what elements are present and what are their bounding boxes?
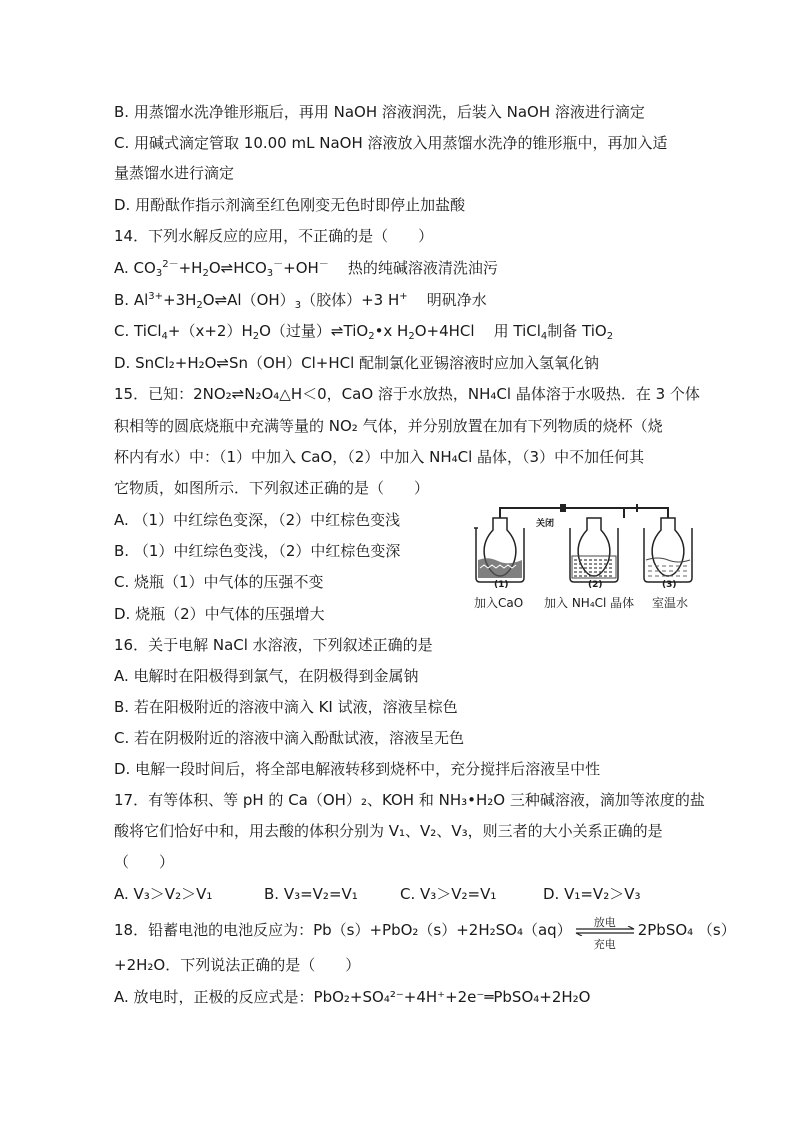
q14-option-b: B. $Al^{3+}+3H_2O\rightleftharpoons Al(OH)_3$（胶体）+3 H+ 明矾净水	[114, 291, 487, 311]
q17-stem-line3: （ ）	[114, 853, 175, 871]
beaker-3-label: 室温水	[652, 596, 689, 610]
q14-option-a-desc: 热的纯碱溶液清洗油污	[347, 259, 498, 277]
q15-stem-line3: 杯内有水）中：（1）中加入 CaO，（2）中加入 NH₄Cl 晶体，（3）中不加任何其	[114, 448, 645, 466]
q16-option-b: B. 若在阳极附近的溶液中滴入 KI 试液，溶液呈棕色	[114, 698, 458, 716]
q13-option-c-line2: 量蒸馏水进行滴定	[114, 164, 235, 182]
q15-stem-line2: 积相等的圆底烧瓶中充满等量的 NO₂ 气体，并分别放置在加有下列物质的烧杯（烧	[114, 417, 663, 435]
q17-stem-line1: 17．有等体积、等 pH 的 Ca（OH）₂、KOH 和 NH₃•H₂O 三种碱溶液，滴加等浓度的盐	[114, 791, 705, 809]
q14-option-b-desc: 明矾净水	[426, 291, 487, 309]
q14-option-c-desc: 用 TiCl	[493, 322, 541, 340]
q15-option-a: A. （1）中红综色变深，（2）中红棕色变浅	[114, 511, 401, 529]
q14-option-c-desc2: 制备 TiO	[547, 322, 607, 340]
beaker-1-label: 加入CaO	[474, 596, 524, 610]
q17-option-a: A. V₃＞V₂＞V₁	[114, 885, 213, 903]
q15-option-b: B. （1）中红综色变浅，（2）中红棕色变深	[114, 542, 401, 560]
arrow-bottom-label: 充电	[593, 937, 616, 951]
q14-stem: 14．下列水解反应的应用，不正确的是（ ）	[114, 227, 434, 245]
q17-option-c: C. V₃＞V₂=V₁	[400, 885, 497, 903]
q16-option-a: A. 电解时在阳极得到氯气，在阴极得到金属钠	[114, 667, 419, 685]
q16-stem: 16．关于电解 NaCl 水溶液，下列叙述正确的是	[114, 636, 433, 654]
q13-option-c-line1: C. 用碱式滴定管取 10.00 mL NaOH 溶液放入用蒸馏水洗净的锥形瓶中，再加入适	[114, 134, 668, 152]
q15-stem-line4: 它物质，如图所示．下列叙述正确的是（ ）	[114, 479, 430, 497]
beaker-1-number: (1)	[494, 580, 509, 590]
q17-stem-line2: 酸将它们恰好中和，用去酸的体积分别为 V₁、V₂、V₃，则三者的大小关系正确的是	[114, 822, 663, 840]
q13-option-d: D. 用酚酞作指示剂滴至红色刚变无色时即停止加盐酸	[114, 196, 466, 214]
q16-option-c: C. 若在阴极附近的溶液中滴入酚酞试液，溶液呈无色	[114, 729, 465, 747]
q15-option-d: D. 烧瓶（2）中气体的压强增大	[114, 605, 325, 623]
q18-option-a: A. 放电时，正极的反应式是：PbO₂+SO₄²⁻+4H⁺+2e⁻═PbSO₄+2H₂O	[114, 988, 591, 1006]
arrow-top-label: 放电	[593, 915, 616, 929]
three-beakers-drawing	[462, 498, 702, 588]
valve-label: 关闭	[536, 519, 555, 529]
q15-apparatus-figure	[462, 498, 702, 616]
beaker-2-label: 加入 NH₄Cl 晶体	[544, 596, 635, 610]
reversible-arrow	[574, 915, 636, 951]
q15-stem-line1: 15．已知：2NO₂⇌N₂O₄△H＜0，CaO 溶于水放热，NH₄Cl 晶体溶于水吸热．在 3 个体	[114, 385, 700, 403]
beaker-3-number: (3)	[662, 580, 677, 590]
q13-option-b: B. 用蒸馏水洗净锥形瓶后，再用 NaOH 溶液润洗，后装入 NaOH 溶液进行滴定	[114, 103, 645, 121]
q17-option-b: B. V₃=V₂=V₁	[264, 885, 358, 903]
q18-stem-post: 2PbSO₄ （s）	[637, 921, 736, 939]
q14-option-d: D. SnCl₂+H₂O⇌Sn（OH）Cl+HCl 配制氯化亚锡溶液时应加入氢氧化钠	[114, 354, 600, 372]
q14-option-c: C. $TiCl_4+(x+2)H_2O$（过量）⇌TiO$_2$•x $H_2O+4HCl$ 用 TiCl$_4$制备 TiO$_2$	[114, 322, 614, 342]
q18-stem-pre: 18．铅蓄电池的电池反应为：Pb（s）+PbO₂（s）+2H₂SO₄（aq）	[114, 921, 572, 939]
q17-option-d: D. V₁=V₂＞V₃	[543, 885, 641, 903]
q15-option-c: C. 烧瓶（1）中气体的压强不变	[114, 573, 324, 591]
q16-option-d: D. 电解一段时间后，将全部电解液转移到烧杯中，充分搅拌后溶液呈中性	[114, 760, 601, 778]
q18-stem-line2: +2H₂O．下列说法正确的是（ ）	[114, 956, 361, 974]
q14-option-a: A. $CO_3^{2-}+H_2O\rightleftharpoons HCO_3^-+OH^-$ 热的纯碱溶液清洗油污	[114, 259, 498, 279]
q18-stem-line1	[114, 915, 736, 951]
beaker-2-number: (2)	[588, 580, 603, 590]
